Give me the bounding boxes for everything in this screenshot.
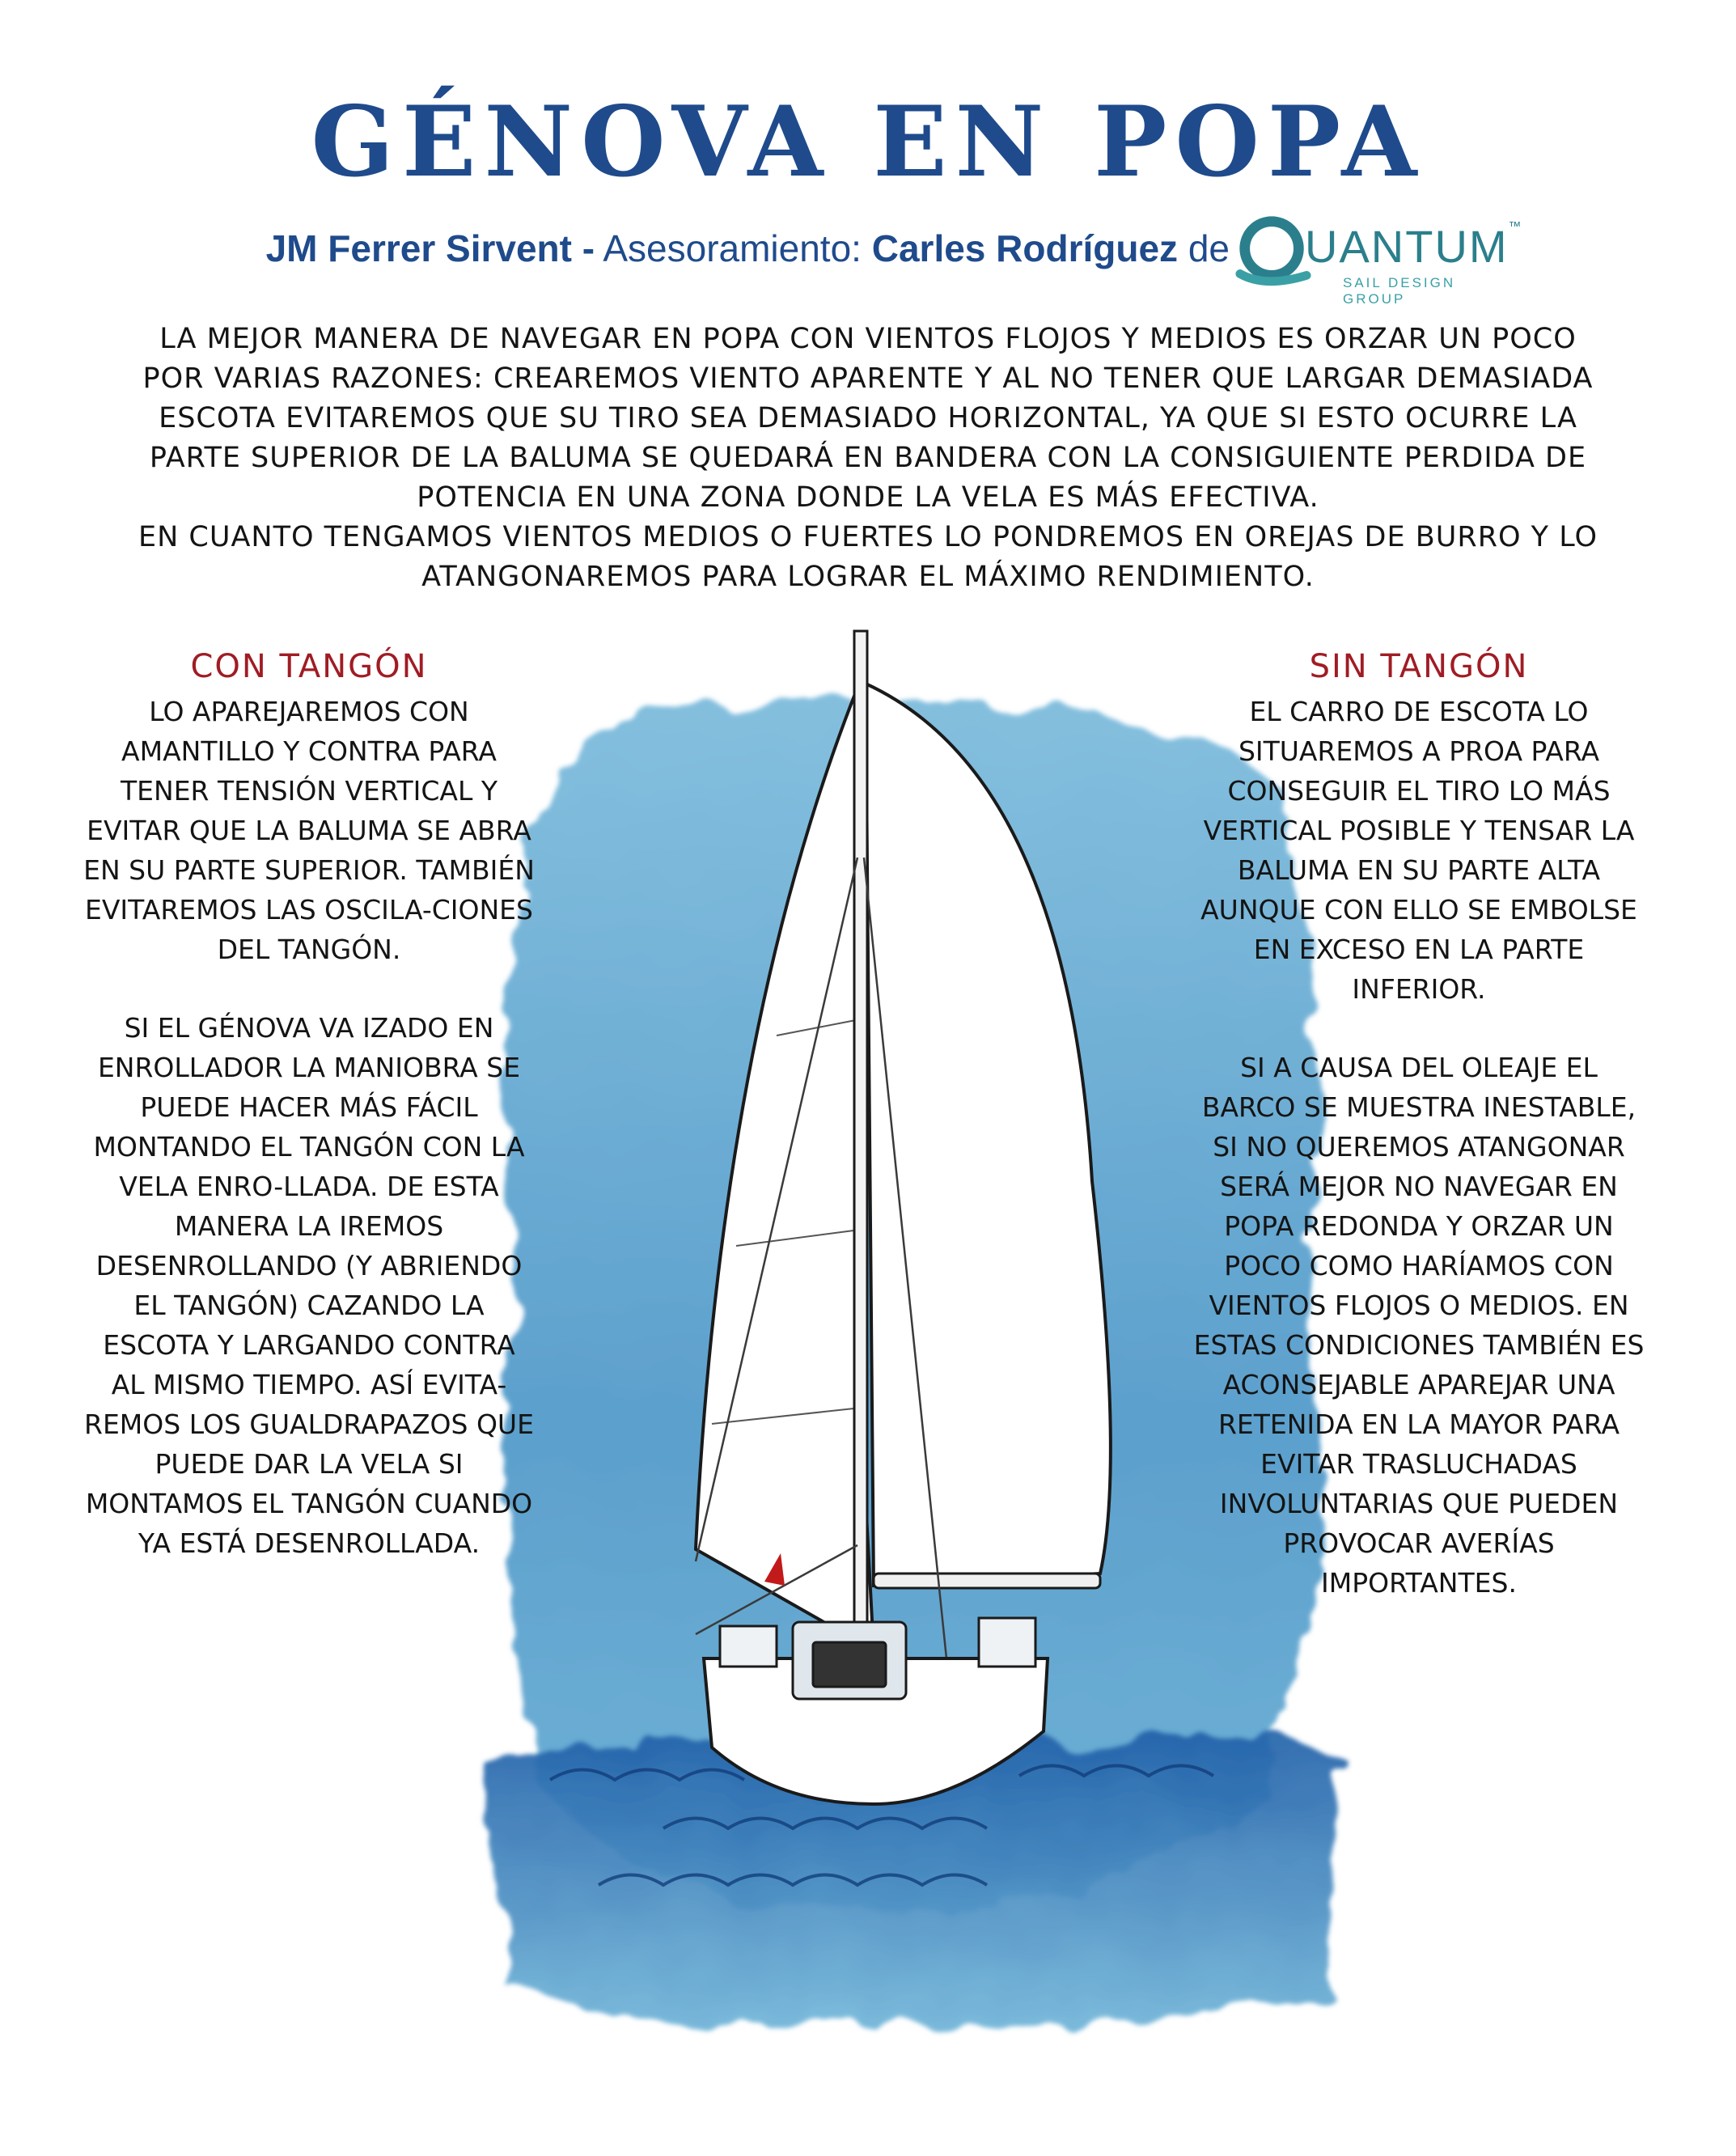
advice-label: Asesoramiento: [603, 227, 862, 269]
author-name: JM Ferrer Sirvent [265, 227, 572, 269]
mast [854, 631, 867, 1626]
intro-paragraph-2: EN CUANTO TENGAMOS VIENTOS MEDIOS O FUERTES LO PONDREMOS EN OREJAS DE BURRO Y LO ATANGONAREMOS PARA LOGRAR EL MÁXIMO RENDIMIENTO. [138, 521, 1598, 593]
byline [178, 227, 1230, 270]
left-column-paragraph-2: SI EL GÉNOVA VA IZADO EN ENROLLADOR LA MANIOBRA SE PUEDE HACER MÁS FÁCIL MONTANDO EL TANGÓN CON LA VELA ENRO-LLADA. DE ESTA MANERA LA IREMOS DESENROLLANDO (Y ABRIENDO EL TANGÓN) CAZANDO LA ESCOTA Y LARGANDO CONTRA AL MISMO TIEMPO. ASÍ EVITA-REMOS LOS GUALDRAPAZOS QUE PUEDE DAR LA VELA SI MONTAMOS EL TANGÓN CUANDO YA ESTÁ DESENROLLADA. [84, 1012, 534, 1559]
logo-word: UANTUM™ [1305, 220, 1523, 272]
intro-paragraph-1: LA MEJOR MANERA DE NAVEGAR EN POPA CON VIENTOS FLOJOS Y MEDIOS ES ORZAR UN POCO POR VARIAS RAZONES: CREAREMOS VIENTO APARENTE Y AL NO TENER QUE LARGAR DEMASIADA ESCOTA EVITAREMOS QUE SU TIRO SEA DEMASIADO HORIZONTAL, YA QUE SI ESTO OCURRE LA PARTE SUPERIOR DE LA BALUMA SE QUEDARÁ EN BANDERA CON LA CONSIGUIENTE PERDIDA DE POTENCIA EN UNA ZONA DONDE LA VELA ES MÁS EFECTIVA. [142, 323, 1594, 514]
quantum-q-logo-icon [1234, 212, 1313, 291]
intro-text [138, 320, 1598, 597]
right-column-heading: SIN TANGÓN [1309, 648, 1529, 685]
trademark-sign: ™ [1508, 220, 1523, 234]
quantum-logo [1234, 212, 1523, 307]
right-column-paragraph-2: SI A CAUSA DEL OLEAJE EL BARCO SE MUESTRA INESTABLE, SI NO QUEREMOS ATANGONAR SERÁ MEJOR NO NAVEGAR EN POPA REDONDA Y ORZAR UN POCO COMO HARÍAMOS CON VIENTOS FLOJOS O MEDIOS. EN ESTAS CONDICIONES TAMBIÉN ES ACONSEJABLE APAREJAR UNA RETENIDA EN LA MAYOR PARA EVITAR TRASLUCHADAS INVOLUNTARIAS QUE PUEDEN PROVOCAR AVERÍAS IMPORTANTES. [1193, 1052, 1645, 1599]
advisor-name: Carles Rodríguez [871, 227, 1179, 269]
byline-separator: - [582, 227, 595, 269]
left-column-heading: CON TANGÓN [190, 648, 428, 685]
logo-subtitle: SAIL DESIGN GROUP [1343, 275, 1456, 307]
left-column-paragraph-1: LO APAREJAREMOS CON AMANTILLO Y CONTRA PARA TENER TENSIÓN VERTICAL Y EVITAR QUE LA BALUMA SE ABRA EN SU PARTE SUPERIOR. TAMBIÉN EVITAREMOS LAS OSCILA-CIONES DEL TANGÓN. [83, 696, 535, 965]
byline-de: de [1188, 227, 1230, 269]
spinnaker-pole [874, 1574, 1100, 1588]
right-column-paragraph-1: EL CARRO DE ESCOTA LO SITUAREMOS A PROA PARA CONSEGUIR EL TIRO LO MÁS VERTICAL POSIBLE Y TENSAR LA BALUMA EN SU PARTE ALTA AUNQUE CON ELLO SE EMBOLSE EN EXCESO EN LA PARTE INFERIOR. [1200, 696, 1637, 1005]
left-column [83, 647, 536, 1602]
right-column [1192, 647, 1645, 1641]
page-title: GÉNOVA EN POPA [311, 85, 1425, 199]
